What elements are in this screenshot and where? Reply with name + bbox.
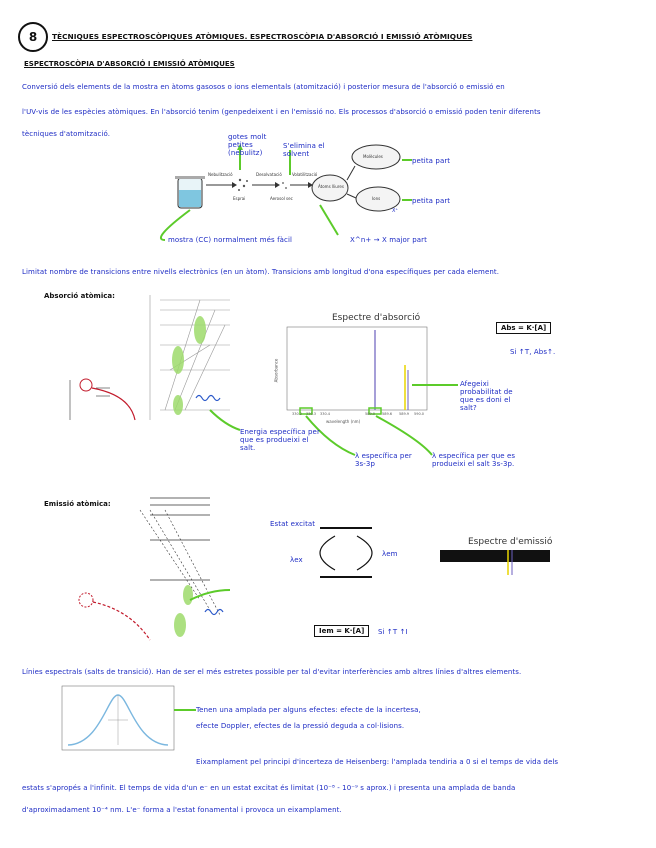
emission-chart-title: Espectre d'emissió	[468, 537, 553, 547]
absorption-chart-title: Espectre d'absorció	[332, 313, 421, 323]
absorption-tick-label: 589.0	[365, 412, 376, 416]
heisenberg-line-3: d'aproximadament 10⁻⁴ nm. L'e⁻ forma a l'estat fonamental i provoca un eixamplament.	[22, 806, 342, 814]
note-sample: mostra (CC) normalment més fàcil	[168, 236, 293, 244]
label-excited-state: Estat excitat	[270, 520, 316, 528]
note-small-part-1: petita part	[412, 157, 451, 165]
intro-line-2: l'UV-vis de les espècies atòmiques. En l'absorció tenim (genpedeixent i en l'emissió no. Els processos d'absorció o emissió poden tenir diferents	[22, 108, 541, 116]
intro-line-3: tècniques d'atomització.	[22, 130, 111, 138]
absorption-tick-label: 330.4	[320, 412, 331, 416]
label-volatilization: Volatilització	[292, 172, 318, 177]
limited-transitions-text: Limitat nombre de transicions entre nivells electrònics (en un àtom). Transicions amb longitud d'ona específiques per cada element.	[22, 268, 500, 276]
note-small-part-2: petita part	[412, 197, 451, 205]
absorption-heading: Absorció atòmica:	[44, 292, 115, 300]
absorption-tick-label: 330.3	[306, 412, 317, 416]
note-lambda-3s3p: λ específica per 3s-3p	[355, 452, 412, 468]
absorption-tick-label: 590.0	[414, 412, 425, 416]
broadening-note-2: efecte Doppler, efectes de la pressió deguda a col·lisions.	[196, 722, 405, 730]
note-lambda-salt: λ específica per que es produeixi el salt 3s-3p.	[432, 452, 516, 468]
absorption-y-label: Absorbance	[273, 358, 279, 383]
absorption-x-label: wavelength (nm)	[326, 419, 361, 424]
note-solvent: S'elimina el solvent	[283, 142, 325, 158]
absorbance-formula: Abs = K·[A]	[496, 322, 551, 334]
absorption-tick-label: 330.2	[292, 412, 303, 416]
intro-line-1: Conversió dels elements de la mostra en àtoms gasosos o ions elementals (atomització) i posterior mesura de l'absorció o emissió en	[22, 83, 505, 91]
heisenberg-line-2: estats s'apropés a l'infinit. El temps de vida d'un e⁻ en un estat excitat és limitat (10⁻⁸ - 10⁻⁹ s aprox.) i presenta una amplada de banda	[22, 784, 516, 792]
absorbance-temp-note: Si ↑T, Abs↑.	[510, 348, 556, 356]
note-major-part: X^n+ → X major part	[350, 236, 427, 244]
note-probability: Afegeixi probabilitat de que es doni el salt?	[460, 380, 513, 412]
label-nebulization: Nebulització	[208, 172, 233, 177]
label-desolvation: Desolvatació	[256, 172, 282, 177]
label-ions: Ions	[372, 196, 381, 201]
emission-temp-note: Si ↑T ↑I	[378, 628, 408, 636]
label-lambda-ex: λex	[290, 556, 303, 564]
label-free-atoms: Àtoms lliures	[318, 184, 344, 189]
note-specific-energy: Energia específica per que es produeixi el salt.	[240, 428, 320, 452]
page-title: TÈCNIQUES ESPECTROSCÒPIQUES ATÒMIQUES. ESPECTROSCÒPIA D'ABSORCIÓ I EMISSIÓ ATÒMIQUES	[52, 32, 473, 41]
absorption-tick-label: 589.9	[399, 412, 410, 416]
emission-heading: Emissió atòmica:	[44, 500, 111, 508]
label-dry-aerosol: Aerosol sec	[270, 196, 293, 201]
label-spray: Esprai	[233, 196, 246, 201]
section-subtitle: ESPECTROSCÒPIA D'ABSORCIÓ I EMISSIÓ ATÒMIQUES	[24, 60, 235, 68]
heisenberg-line-1: Eixamplament pel principi d'incerteza de Heisenberg: l'amplada tendiria a 0 si el temps de vida dels	[196, 758, 559, 766]
label-lambda-em: λem	[382, 550, 398, 558]
label-ion-suffix: X⁺	[392, 208, 399, 214]
section-number: 8	[18, 22, 48, 52]
note-drops: gotes molt petites (nebulitz)	[228, 133, 267, 157]
spectral-lines-text: Línies espectrals (salts de transició). Han de ser el més estretes possible per tal d'evitar interferències amb altres línies d'altres elements.	[22, 668, 522, 676]
absorption-tick-label: 589.6	[382, 412, 393, 416]
emission-formula: Iem = K·[A]	[314, 625, 369, 637]
broadening-note-1: Tenen una amplada per alguns efectes: efecte de la incertesa,	[196, 706, 421, 714]
label-molecules: Molècules	[363, 154, 383, 159]
